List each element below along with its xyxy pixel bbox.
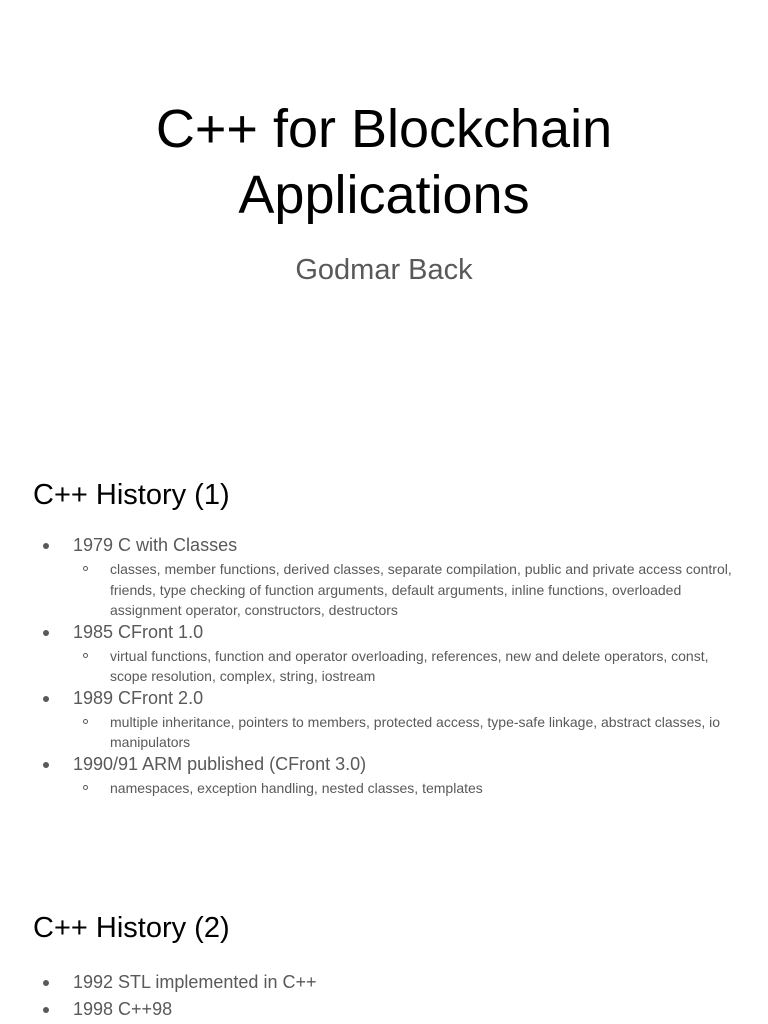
bullet-circle-icon: [83, 785, 88, 790]
sub-list-item: [73, 559, 733, 621]
list-item-label: 1990/91 ARM published (CFront 3.0): [73, 753, 367, 774]
bullet-list: [33, 534, 733, 798]
list-item-label: 1992 STL implemented in C++: [73, 972, 317, 992]
bullet-circle-icon: [83, 566, 88, 571]
slide-title: C++ History (1): [33, 479, 230, 511]
history-2-slide: [33, 911, 733, 1023]
list-item: [33, 621, 733, 687]
bullet-disc-icon: [43, 762, 49, 768]
bullet-circle-icon: [83, 653, 88, 658]
list-item: [33, 753, 733, 799]
list-item: [33, 687, 733, 753]
sub-list-item: [73, 778, 733, 799]
sub-list-item-text: namespaces, exception handling, nested classes, templates: [110, 779, 483, 796]
sub-list-item-text: classes, member functions, derived classes, separate compilation, public and private access control, friends, type checking of function arguments, default arguments, inline functions, overloaded assignment operator, constructors, destructors: [110, 561, 732, 618]
bullet-circle-icon: [83, 719, 88, 724]
bullet-disc-icon: [43, 630, 49, 636]
list-item-label: 1998 C++98: [73, 999, 173, 1019]
list-item: [33, 534, 733, 621]
list-item: [33, 969, 733, 996]
history-1-slide: [33, 478, 733, 798]
slide-title: C++ History (2): [33, 912, 230, 944]
author-subtitle: Godmar Back: [295, 254, 473, 286]
sub-list: [73, 559, 733, 621]
sub-list: [73, 778, 733, 799]
title-line-2: Applications: [238, 165, 530, 225]
bullet-disc-icon: [43, 1007, 49, 1013]
sub-list-item-text: multiple inheritance, pointers to members, protected access, type-safe linkage, abstract classes, io manipulators: [110, 713, 721, 750]
sub-list-item: [73, 646, 733, 687]
sub-list-item: [73, 712, 733, 753]
list-item-label: 1979 C with Classes: [73, 535, 238, 555]
list-item-label: 1985 CFront 1.0: [73, 621, 204, 642]
bullet-disc-icon: [43, 543, 49, 549]
bullet-disc-icon: [43, 980, 49, 986]
title-line-1: C++ for Blockchain: [155, 99, 613, 159]
list-item-label: 1989 CFront 2.0: [73, 687, 204, 708]
list-item: [33, 996, 733, 1023]
sub-list: [73, 646, 733, 687]
sub-list-item-text: virtual functions, function and operator overloading, references, new and delete operators, const, scope resolution, complex, string, iostream: [110, 647, 709, 684]
sub-list: [73, 712, 733, 753]
bullet-disc-icon: [43, 696, 49, 702]
title-slide: [0, 96, 768, 287]
bullet-list: [33, 969, 733, 1023]
